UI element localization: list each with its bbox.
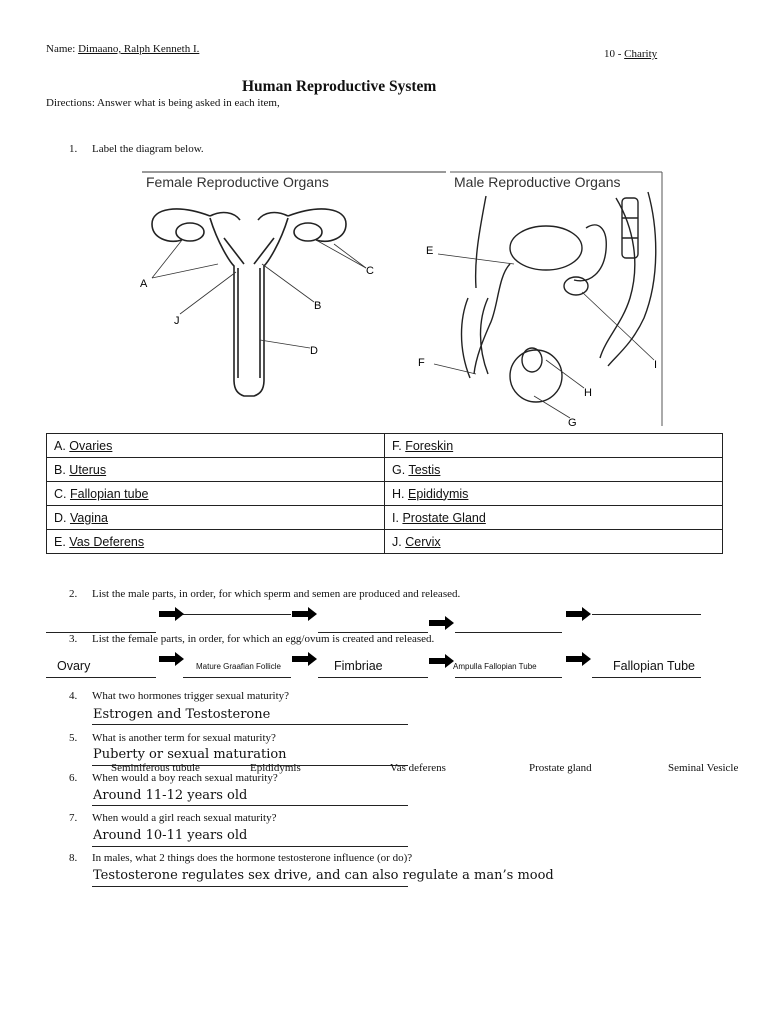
table-row: [47, 506, 723, 530]
q2-blank-5: [592, 614, 701, 615]
row-letter: H.: [392, 486, 405, 501]
row-answer: Fallopian tube: [69, 486, 149, 501]
row-answer: Ovaries: [69, 438, 113, 453]
female-diagram-title: Female Reproductive Organs: [146, 174, 329, 190]
q8-number: 8.: [69, 852, 78, 864]
q5-number: 5.: [69, 732, 78, 744]
directions: Directions: Answer what is being asked in each item,: [46, 97, 280, 109]
name-line: [46, 43, 199, 55]
q8-answer-line: [92, 886, 408, 887]
q3-blank-3: [318, 677, 428, 678]
q7-text: When would a girl reach sexual maturity?: [92, 812, 277, 824]
arrow-right-icon: [429, 616, 455, 630]
row-answer: Uterus: [69, 462, 107, 477]
q7-answer: Around 10-11 years old: [93, 828, 248, 843]
row-letter: F.: [392, 438, 402, 453]
table-row: [47, 458, 723, 482]
label-f: F: [418, 357, 425, 369]
q2-number: 2.: [69, 588, 78, 600]
label-j: J: [174, 315, 180, 327]
arrow-right-icon: [159, 607, 185, 621]
arrow-right-icon: [566, 607, 592, 621]
row-letter: J.: [392, 534, 402, 549]
q3-blank-2: [183, 677, 291, 678]
q6-answer-line: [92, 805, 408, 806]
page-title: Human Reproductive System: [242, 78, 437, 95]
q4-answer-line: [92, 724, 408, 725]
q6-text: When would a boy reach sexual maturity?: [92, 772, 278, 784]
q8-answer: Testosterone regulates sex drive, and can also regulate a man’s mood: [93, 868, 554, 883]
q3-number: 3.: [69, 633, 78, 645]
q3-answer-3: Fimbriae: [334, 659, 383, 673]
arrow-right-icon: [566, 652, 592, 666]
row-letter: I.: [392, 510, 399, 525]
section-name: Charity: [624, 48, 658, 60]
row-answer: Vagina: [69, 510, 108, 525]
label-d: D: [310, 345, 318, 357]
q1-text: Label the diagram below.: [92, 143, 204, 155]
q6-number: 6.: [69, 772, 78, 784]
label-g: G: [568, 417, 577, 429]
q2-answer-1: Seminiferous tubule: [111, 762, 200, 774]
q5-answer: Puberty or sexual maturation: [93, 747, 287, 762]
row-answer: Prostate Gland: [402, 510, 486, 525]
q3-blank-4: [455, 677, 562, 678]
reproductive-diagram: [138, 168, 666, 430]
q3-answer-1: Ovary: [57, 659, 91, 673]
row-answer: Epididymis: [407, 486, 469, 501]
row-letter: C.: [54, 486, 67, 501]
male-label-lines: [434, 254, 654, 418]
q3-answer-5: Fallopian Tube: [613, 659, 696, 673]
male-organs-drawing: [462, 192, 656, 402]
q1-number: 1.: [69, 143, 78, 155]
q7-answer-line: [92, 846, 408, 847]
q3-blank-5: [592, 677, 701, 678]
q3-answer-4: Ampulla Fallopian Tube: [453, 662, 537, 671]
row-letter: G.: [392, 462, 406, 477]
q2-answer-4: Prostate gland: [529, 762, 592, 774]
section-prefix: 10 -: [604, 48, 622, 60]
table-row: [47, 482, 723, 506]
male-diagram-title: Male Reproductive Organs: [454, 174, 621, 190]
label-e: E: [426, 245, 434, 257]
name-label: Name:: [46, 43, 76, 55]
q4-text: What two hormones trigger sexual maturity?: [92, 690, 290, 702]
row-answer: Testis: [408, 462, 441, 477]
q8-text: In males, what 2 things does the hormone testosterone influence (or do)?: [92, 852, 413, 864]
row-letter: A.: [54, 438, 66, 453]
q3-blank-1: [46, 677, 156, 678]
q2-answer-5: Seminal Vesicle: [668, 762, 739, 774]
row-answer: Vas Deferens: [69, 534, 145, 549]
label-answers-table: [46, 433, 723, 554]
arrow-right-icon: [292, 607, 318, 621]
arrow-right-icon: [429, 654, 455, 668]
arrow-right-icon: [159, 652, 185, 666]
q2-answer-3: Vas deferens: [390, 762, 446, 774]
q3-text: List the female parts, in order, for which an egg/ovum is created and released.: [92, 633, 435, 645]
label-b: B: [314, 300, 322, 312]
q7-number: 7.: [69, 812, 78, 824]
q2-answer-2: Epididymis: [250, 762, 301, 774]
table-row: [47, 530, 723, 554]
q2-text: List the male parts, in order, for which sperm and semen are produced and released.: [92, 588, 461, 600]
label-i: I: [654, 359, 658, 371]
table-row: [47, 434, 723, 458]
row-answer: Foreskin: [405, 438, 454, 453]
label-h: H: [584, 387, 592, 399]
label-c: C: [366, 265, 374, 277]
q6-answer: Around 11-12 years old: [93, 788, 248, 803]
q2-blank-2: [183, 614, 291, 615]
student-name: Dimaano, Ralph Kenneth I.: [78, 43, 200, 55]
q4-number: 4.: [69, 690, 78, 702]
q4-answer: Estrogen and Testosterone: [93, 707, 271, 722]
row-letter: B.: [54, 462, 66, 477]
q3-answer-2: Mature Graafian Follicle: [196, 662, 281, 671]
q5-text: What is another term for sexual maturity?: [92, 732, 276, 744]
row-letter: E.: [54, 534, 66, 549]
section-line: [604, 48, 657, 60]
arrow-right-icon: [292, 652, 318, 666]
row-answer: Cervix: [405, 534, 441, 549]
label-a: A: [140, 278, 148, 290]
q2-blank-4: [455, 632, 562, 633]
row-letter: D.: [54, 510, 67, 525]
